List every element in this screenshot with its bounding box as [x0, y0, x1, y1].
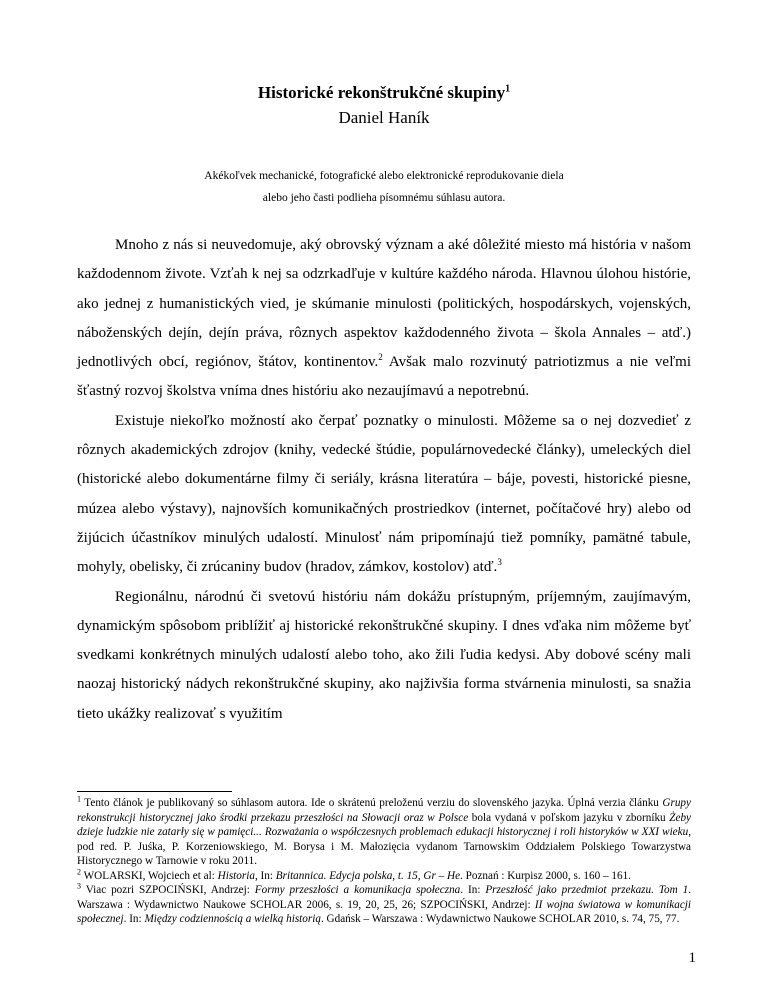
footnote-separator [77, 791, 232, 792]
footnote-3-italic-book-2: Między codziennością a wielką historią [144, 913, 321, 925]
footnote-1-italic-title: Grupy rekonstrukcji historycznej jako środki przekazu przeszłości na Słowacji oraz w Polsce [77, 797, 691, 824]
footnote-1-text: Tento článok je publikovaný so súhlasom autora. Ide o skrátenú preloženú verziu do slovenského jazyka. Úplná verzia článku [81, 797, 663, 809]
footnote-3-text-2: . In: [460, 884, 486, 896]
footnote-3-text: Viac pozri SZPOCIŃSKI, Andrzej: [81, 884, 255, 896]
page-number: 1 [688, 950, 696, 966]
footnote-3-number: 3 [77, 881, 81, 891]
footnote-1-number: 1 [77, 794, 81, 804]
footnote-ref-3: 3 [497, 557, 502, 568]
footnote-2-italic-title: Historia [217, 869, 255, 882]
paragraph-3: Regionálnu, národnú či svetovú históriu nám dokážu prístupným, príjemným, zaujímavým, dynamickým spôsobom priblížiť aj historické rekonštrukčné skupiny. I dnes vďaka nim môžeme byť svedkami konkrétnych minulých udalostí alebo toho, ako žili ľudia kedysi. Aby dobové scény mali naozaj historický nádych rekonštrukčné skupiny, ako najživšia forma stvárnenia minulosti, sa snažia tieto ukážky realizovať s využitím [77, 588, 691, 722]
footnote-2-text-2: , In: [254, 869, 276, 882]
paragraph-2-text: Existuje niekoľko možností ako čerpať poznatky o minulosti. Môžeme sa o nej dozvedieť z rôznych akademických zdrojov (knihy, vedecké štúdie, populárnovedecké články), umeleckých diel (historické alebo dokumentárne filmy či seriály, krásna literatúra – báje, povesti, historické piesne, múzea alebo výstavy), najnovších komunikačných prostriedkov (internet, počítačové hry) alebo od žijúcich účastníkov minulých udalostí. Minulosť nám pripomínajú tiež pomníky, pamätné tabule, mohyly, obelisky, či zrúcaniny budov (hradov, zámkov, kostolov) atď. [77, 412, 691, 576]
footnote-2-number: 2 [77, 866, 81, 876]
footnote-1-text-2: bola vydaná v poľskom jazyku v zborníku [468, 811, 670, 824]
footnote-ref-2: 2 [378, 352, 383, 363]
footnote-2 [77, 866, 691, 884]
footnote-ref-1: 1 [505, 83, 511, 95]
title-text: Historické rekonštrukčné skupiny [257, 83, 506, 102]
footnote-3-text-5: . Gdańsk – Warszawa : Wydawnictwo Naukowe SCHOLAR 2010, s. 74, 75, 77. [320, 913, 680, 925]
footnote-3-italic-book: Przeszłość jako przedmiot przekazu. Tom 1 [485, 884, 689, 896]
body-text [77, 231, 691, 729]
footnote-3-italic-title-2: II wojna światowa w komunikacji społecznej [77, 898, 691, 925]
footnote-3-text-3: . Warszawa : Wydawnictwo Naukowe SCHOLAR 2006, s. 19, 20, 25, 26; SZPOCIŃSKI, Andrzej: [77, 884, 692, 911]
document-title [0, 83, 768, 103]
footnote-2-text-3: . Poznań : Kurpisz 2000, s. 160 – 161. [460, 869, 631, 882]
paragraph-2 [77, 407, 691, 583]
paragraph-1-text-b: Avšak malo rozvinutý patriotizmus a nie veľmi šťastný rozvoj školstva vníma dnes históriu ako nezaujímavú a nepotrebnú. [77, 354, 692, 400]
footnote-1 [77, 796, 691, 869]
footnote-3-italic-title: Formy przeszłości a komunikacja społeczna [254, 884, 461, 896]
author-name: Daniel Haník [338, 108, 430, 127]
copyright-notice [0, 165, 768, 209]
notice-line-2: alebo jeho časti podlieha písomnému súhlasu autora. [262, 192, 506, 204]
footnote-1-text-3: , pod red. P. Juśka, P. Korzeniowskiego, M. Borysa i M. Małozięcia vydanom Tarnowskim Oddziałem Polskiego Towarzystwa Historycznego w Tarnowie v roku 2011. [77, 826, 691, 867]
paragraph-1-text-a: Mnoho z nás si neuvedomuje, aký obrovský význam a aké dôležité miesto má história v našom každodennom živote. Vzťah k nej sa odzrkadľuje v kultúre každého národa. Hlavnou úlohou histórie, ako jednej z humanistických vied, je skúmanie minulosti (politických, hospodárskych, vojenských, náboženských dejín, dejín práva, rôznych aspektov každodenného života – škola Annales – atď.) jednotlivých obcí, regiónov, štátov, kontinentov. [77, 237, 691, 371]
footnote-2-text: WOLARSKI, Wojciech et al: [81, 869, 218, 882]
footnote-2-italic-source: Britannica. Edycja polska, t. 15, Gr – He [275, 869, 461, 882]
footnote-3-text-4: . In: [123, 913, 145, 925]
footnotes [77, 796, 691, 927]
footnote-3 [77, 883, 691, 927]
footnote-1-italic-book: Żeby dzieje ludzkie nie zatarły się w pamięci... Rozważania o współczesnych problemach edukacji historycznej i roli historyków w XXI wieku [77, 811, 691, 838]
notice-line-1: Akékoľvek mechanické, fotografické alebo elektronické reprodukovanie diela [204, 170, 564, 182]
paragraph-1 [77, 231, 691, 407]
